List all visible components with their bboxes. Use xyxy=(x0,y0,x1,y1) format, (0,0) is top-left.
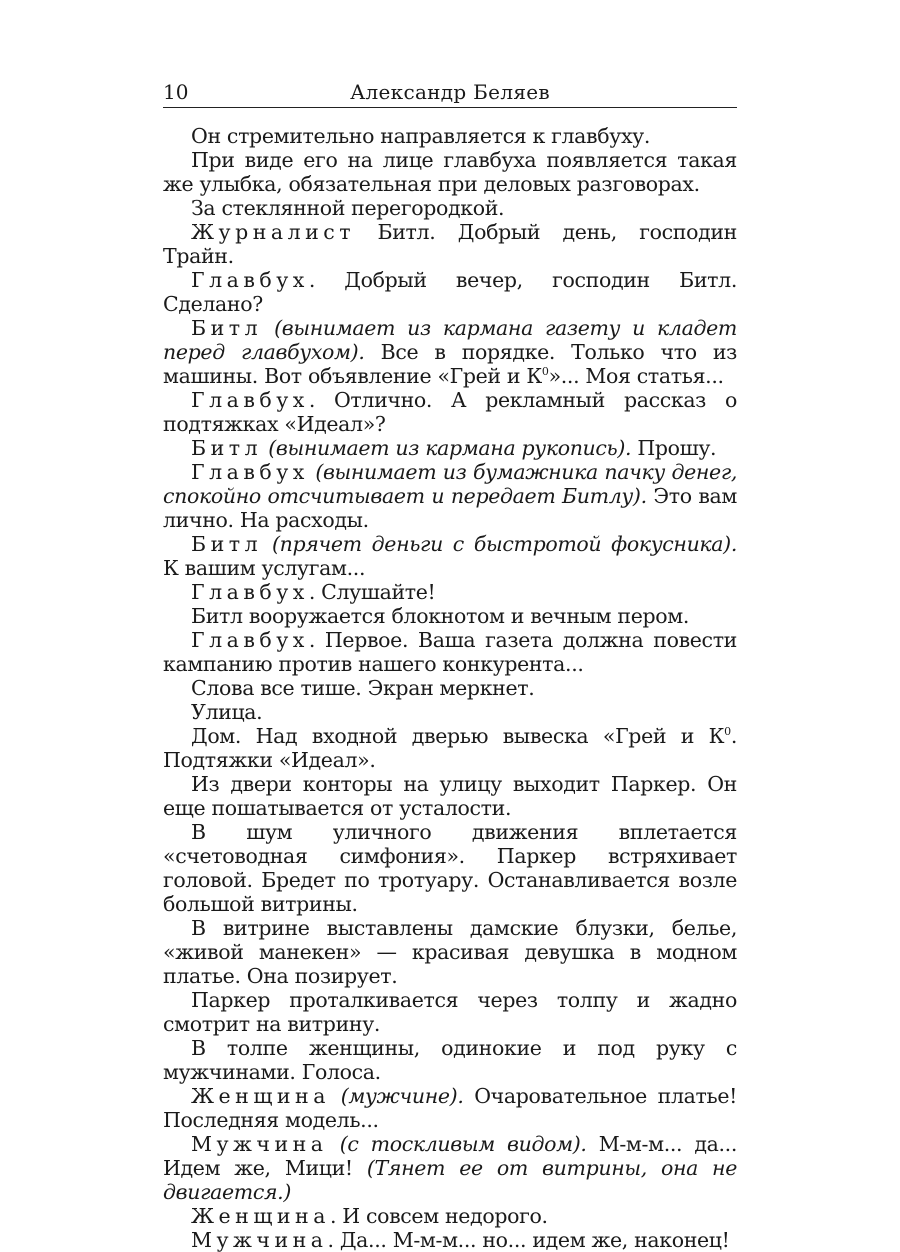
text-run: . Да... М-м-м... но... идем же, наконец! xyxy=(327,1228,730,1252)
speaker-name: Журналист xyxy=(191,220,356,244)
text-run: Это вам лично. На расходы. xyxy=(163,484,737,532)
text-run: Очаровательное платье! Последняя модель... xyxy=(163,1084,737,1132)
paragraph xyxy=(163,388,737,436)
paragraph xyxy=(163,1084,737,1132)
paragraph xyxy=(163,1036,737,1084)
speaker-name: Главбух xyxy=(191,460,309,484)
stage-direction: (вынимает из кармана рукопись). xyxy=(268,436,632,460)
text-run: . Добрый вечер, господин Битл. Сделано? xyxy=(163,268,737,316)
paragraph xyxy=(163,1132,737,1204)
text-run: За стеклянной перегородкой. xyxy=(191,196,505,220)
text-run: М-м-м... да... Идем же, Мици! xyxy=(163,1132,737,1180)
text-run: . Слушайте! xyxy=(308,580,436,604)
text-run xyxy=(262,532,272,556)
speaker-name: Главбух xyxy=(191,388,309,412)
speaker-name: Главбух xyxy=(191,268,309,292)
running-head xyxy=(163,78,737,108)
speaker-name: Главбух xyxy=(191,628,309,652)
text-run: В шум уличного движения вплетается «счетоводная симфония». Паркер встряхивает головой. Бредет по тротуару. Останавливается возле большой витрины. xyxy=(163,820,737,916)
speaker-name: Женщина xyxy=(191,1084,330,1108)
body-text xyxy=(163,124,737,1252)
stage-direction: (прячет деньги с быстротой фокусника). xyxy=(272,532,737,556)
text-run: Из двери конторы на улицу выходит Паркер. Он еще пошатывается от усталости. xyxy=(163,772,737,820)
speaker-name: Битл xyxy=(191,436,263,460)
text-run: Дом. Над входной дверью вывеска «Грей и К xyxy=(191,724,725,748)
text-run: »... Моя статья... xyxy=(548,364,724,388)
text-run: Улица. xyxy=(191,700,263,724)
stage-direction: (с тоскливым видом). xyxy=(339,1132,587,1156)
text-run: Битл. Добрый день, господин Трайн. xyxy=(163,220,737,268)
paragraph xyxy=(163,628,737,676)
text-run: При виде его на лице главбуха появляется такая же улыбка, обязательная при деловых разговорах. xyxy=(163,148,737,196)
book-page xyxy=(163,78,737,1252)
text-run: В толпе женщины, одинокие и под руку с мужчинами. Голоса. xyxy=(163,1036,737,1084)
stage-direction: (вынимает из бумажника пачку денег, спокойно отсчитывает и передает Битлу). xyxy=(163,460,737,508)
text-run: . Подтяжки «Идеал». xyxy=(163,724,737,772)
paragraph xyxy=(163,460,737,532)
stage-direction: (Тянет ее от витрины, она не двигается.) xyxy=(163,1156,737,1204)
paragraph xyxy=(163,532,737,580)
paragraph xyxy=(163,604,737,628)
paragraph xyxy=(163,148,737,196)
speaker-name: Главбух xyxy=(191,580,309,604)
paragraph xyxy=(163,1228,737,1252)
paragraph xyxy=(163,220,737,268)
text-run xyxy=(328,1132,340,1156)
paragraph xyxy=(163,1204,737,1228)
paragraph xyxy=(163,124,737,148)
paragraph xyxy=(163,436,737,460)
stage-direction: (вынимает из кармана газету и кладет перед главбухом). xyxy=(163,316,738,364)
text-run: . И совсем недорого. xyxy=(329,1204,548,1228)
text-run: Паркер проталкивается через толпу и жадно смотрит на витрину. xyxy=(163,988,737,1036)
text-run: Битл вооружается блокнотом и вечным пером. xyxy=(191,604,690,628)
stage-direction: (мужчине). xyxy=(340,1084,464,1108)
text-run xyxy=(262,316,274,340)
speaker-name: Мужчина xyxy=(191,1132,328,1156)
text-run: Он стремительно направляется к главбуху. xyxy=(191,124,651,148)
text-run: В витрине выставлены дамские блузки, белье, «живой манекен» — красивая девушка в модном платье. Она позирует. xyxy=(163,916,737,988)
text-run: К вашим услугам... xyxy=(163,556,366,580)
paragraph xyxy=(163,700,737,724)
text-run: . Первое. Ваша газета должна повести кампанию против нашего конкурента... xyxy=(163,628,737,676)
paragraph xyxy=(163,268,737,316)
text-run: . Отлично. А рекламный рассказ о подтяжках «Идеал»? xyxy=(163,388,737,436)
paragraph xyxy=(163,580,737,604)
speaker-name: Мужчина xyxy=(191,1228,328,1252)
speaker-name: Женщина xyxy=(191,1204,330,1228)
text-run: Слова все тише. Экран меркнет. xyxy=(191,676,535,700)
superscript: 0 xyxy=(541,365,549,378)
page-number: 10 xyxy=(163,80,189,104)
paragraph xyxy=(163,988,737,1036)
paragraph xyxy=(163,676,737,700)
running-title: Александр Беляев xyxy=(350,80,550,104)
text-run: Прошу. xyxy=(631,436,717,460)
text-run xyxy=(330,1084,341,1108)
paragraph xyxy=(163,916,737,988)
paragraph xyxy=(163,820,737,916)
speaker-name: Битл xyxy=(191,532,263,556)
paragraph xyxy=(163,196,737,220)
superscript: 0 xyxy=(724,725,731,738)
paragraph xyxy=(163,316,737,388)
text-run: Все в порядке. Только что из машины. Вот объявление «Грей и К xyxy=(163,340,737,388)
paragraph xyxy=(163,772,737,820)
paragraph xyxy=(163,724,737,772)
speaker-name: Битл xyxy=(191,316,263,340)
